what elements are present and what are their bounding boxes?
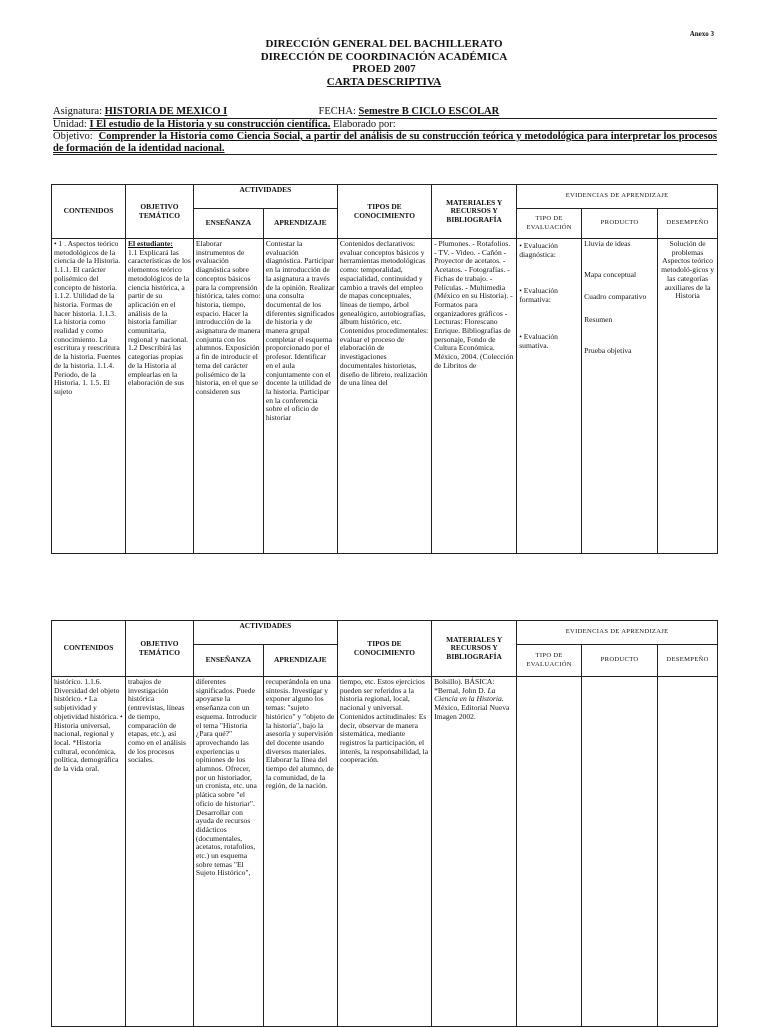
producto-1: Lluvia de ideas — [584, 239, 631, 248]
header-tipos: TIPOS DE CONOCIMIENTO — [337, 185, 431, 239]
header-tipos: TIPOS DE CONOCIMIENTO — [337, 621, 431, 677]
eval-diagnostica: • Evaluación diagnóstica: — [519, 241, 558, 259]
header-line-4: CARTA DESCRIPTIVA — [326, 75, 442, 88]
asignatura-row — [53, 106, 717, 119]
cell-tipos: Contenidos declarativos: evaluar conceptos básicos y herramientas metodológicas como: temporalidad, espacialidad, continuidad y cambio a través del empleo de mapas conceptuales, líneas de tiempo, árbol genealógico, autobiografías, álbum histórico, etc. Contenidos procedimentales: evaluar el proceso de elaboración de investigaciones documentales historietas, diseño de libreto, realización de una línea del — [337, 239, 431, 554]
cell-tipos: tiempo, etc. Estos ejercicios pueden ser referidos a la historia regional, local, nacional y universal. Contenidos actitudinales: Es decir, observar de manera sistemática, mediante registros la participación, el interés, la responsabilidad, la cooperación. — [337, 677, 431, 1027]
materiales-text-b: México, Editorial Nueva Imagen 2002. — [434, 703, 510, 721]
header-contenidos: CONTENIDOS — [52, 621, 126, 677]
producto-3: Cuadro comparativo — [584, 292, 647, 302]
cell-tipo-evaluacion — [517, 239, 582, 554]
header-objetivo: OBJETIVO TEMÁTICO — [125, 621, 193, 677]
producto-2: Mapa conceptual — [584, 269, 637, 279]
header-actividades: ACTIVIDADES — [193, 185, 337, 209]
header-materiales: MATERIALES Y RECURSOS Y BIBLIOGRAFÍA — [432, 621, 517, 677]
header-aprendizaje: APRENDIZAJE — [263, 209, 337, 239]
producto-5: Prueba objetiva — [584, 345, 632, 355]
header-tipo-evaluacion: TIPO DE EVALUACIÓN — [517, 209, 582, 239]
activities-table-2 — [51, 620, 718, 1027]
cell-desempeno — [658, 677, 718, 1027]
cell-contenidos: • 1 . Aspectos teórico metodológicos de la ciencia de la Historia. 1.1.1. El carácter polisémico del concepto de historia. 1.1.2. Utilidad de la historia. Formas de hacer historia. 1.1.3. La historia como realidad y como conocimiento. La escritura y reescritura de la historia. Fuentes de la historia. 1.1.4. Periodo, de la Historia. 1. 1.5. El sujeto — [52, 239, 126, 554]
cell-aprendizaje: recuperándola en una síntesis. Investigar y exponer alguno los temas: "sujeto histórico" y "objeto de la historia", bajo la asesoría y supervisión del docente usando diversos materiales. Elaborar la línea del tiempo del alumno, de la comunidad, de la región, de la nación. — [263, 677, 337, 1027]
meta-block — [53, 106, 717, 155]
header-ensenanza: ENSEÑANZA — [193, 209, 263, 239]
header-line-3: PROED 2007 — [352, 63, 416, 75]
header-tipo-evaluacion: TIPO DE EVALUACIÓN — [517, 645, 582, 677]
unidad-label: Unidad: — [53, 118, 87, 130]
header-evidencias: EVIDENCIAS DE APRENDIZAJE — [517, 621, 718, 645]
objetivo-text: 1.1 Explicará las características de los elementos teórico metodológicos de la ciencia histórica, a partir de su aplicación en el análisis de la historia familiar comunitaria, regional y nacional. 1.2 Describirá las categorías propias de la Historia al emplearlas en la elaboración de sus — [127, 247, 191, 388]
producto-4: Resumen — [584, 315, 613, 325]
unidad-row — [53, 119, 717, 132]
cell-materiales — [432, 677, 517, 1027]
header-producto: PRODUCTO — [582, 209, 658, 239]
eval-sumativa: • Evaluación sumativa. — [519, 331, 558, 350]
cell-producto — [582, 677, 658, 1027]
eval-formativa: • Evaluación formativa: — [519, 286, 558, 305]
unidad-value: I El estudio de la Historia y su construcción científica. — [89, 118, 331, 130]
activities-table-1 — [51, 184, 718, 554]
elaborado-label: Elaborado por: — [333, 118, 396, 130]
annex-label: Anexo 3 — [689, 30, 714, 38]
header-desempeno: DESEMPEÑO — [658, 209, 718, 239]
objetivo-label: Objetivo: — [53, 131, 93, 142]
cell-ensenanza: diferentes significados. Puede apoyarse la enseñanza con un esquema. Introducir el tema "Historia ¿Para qué?" aprovechando las experiencias u opiniones de los alumnos. Ofrecer, por un historiador, un cronista, etc. una plática sobre "el oficio de historiar". Desarrollar con ayuda de recursos didácticos (documentales, acetatos, rotafolios, etc.) un esquema sobre temas "El Sujeto Histórico", — [193, 677, 263, 1027]
cell-objetivo: trabajos de investigación histórica (entrevistas, líneas de tiempo, comparación de etapas, etc.), así como en el análisis de los procesos sociales. — [125, 677, 193, 1027]
cell-ensenanza: Elaborar instrumentos de evaluación diagnóstica sobre conceptos básicos para la comprensión histórica, tales como: historia, tiempo, espacio. Hacer la introducción de la asignatura de manera conjunta con los alumnos. Exposición a fin de introducir el tema del carácter polisémico de la historia, en el que se consideren sus — [193, 239, 263, 554]
header-actividades: ACTIVIDADES — [193, 621, 337, 645]
cell-materiales: - Plumones. - Rotafolios. - TV. - Video. - Cañón - Proyector de acetatos. - Acetatos. - Fotografías. - Fichas de trabajo. - Películas. - Multimedia (México en su Historia). - Formatos para organizadores gráficos -Lecturas: Florescano Enrique. Bibliografías de personaje, Fondo de Cultura Económica. México, 2004. (Colección de Libritos de — [432, 239, 517, 554]
asignatura-value: HISTORIA DE MÉXICO I — [104, 106, 228, 117]
materiales-title: La Ciencia en la Historia. — [434, 685, 504, 704]
header-line-2: DIRECCIÓN DE COORDINACIÓN ACADÉMICA — [260, 50, 508, 63]
objetivo-value: Comprender la Historia como Ciencia Social, a partir del análisis de su construcción teórica y metodológica para interpretar los procesos de formación de la identidad nacional. — [53, 131, 717, 154]
objetivo-row — [53, 131, 717, 155]
header-objetivo: OBJETIVO TEMÁTICO — [125, 185, 193, 239]
cell-desempeno: Solución de problemas Aspectos teórico metodoló-gicos y las categorías auxiliares de la Historia — [658, 239, 718, 554]
fecha-value: Semestre B CICLO ESCOLAR — [358, 106, 500, 117]
header-line-1: DIRECCIÓN GENERAL DEL BACHILLERATO — [265, 38, 503, 50]
document-header — [0, 38, 768, 88]
cell-aprendizaje: Contestar la evaluación diagnóstica. Participar en la introducción de la asignatura a través de la opinión. Realizar una consulta documental de los diferentes significados de historia y de manera grupal completar el esquema proporcionado por el profesor. Identificar en el aula conjuntamente con el docente la utilidad de la historia. Participar en la conferencia sobre el oficio de historiar — [263, 239, 337, 554]
header-desempeno: DESEMPEÑO — [658, 645, 718, 677]
cell-tipo-evaluacion — [517, 677, 582, 1027]
fecha-label: FECHA: — [318, 106, 356, 117]
cell-producto — [582, 239, 658, 554]
asignatura-label: Asignatura: — [53, 106, 102, 117]
header-evidencias: EVIDENCIAS DE APRENDIZAJE — [517, 185, 718, 209]
header-contenidos: CONTENIDOS — [52, 185, 126, 239]
objetivo-heading: El estudiante: — [127, 239, 173, 248]
cell-objetivo — [125, 239, 193, 554]
header-materiales: MATERIALES Y RECURSOS Y BIBLIOGRAFÍA — [432, 185, 517, 239]
header-producto: PRODUCTO — [582, 645, 658, 677]
materiales-text-a: Bolsillo). BÁSICA: *Bernal, John D. — [434, 677, 495, 695]
header-ensenanza: ENSEÑANZA — [193, 645, 263, 677]
cell-contenidos: histórico. 1.1.6. Diversidad del objeto histórico. • La subjetividad y objetividad histórica. • Historia universal, nacional, regional y local. *Historia cultural, económica, política, demográfica de la vida oral. — [52, 677, 126, 1027]
header-aprendizaje: APRENDIZAJE — [263, 645, 337, 677]
